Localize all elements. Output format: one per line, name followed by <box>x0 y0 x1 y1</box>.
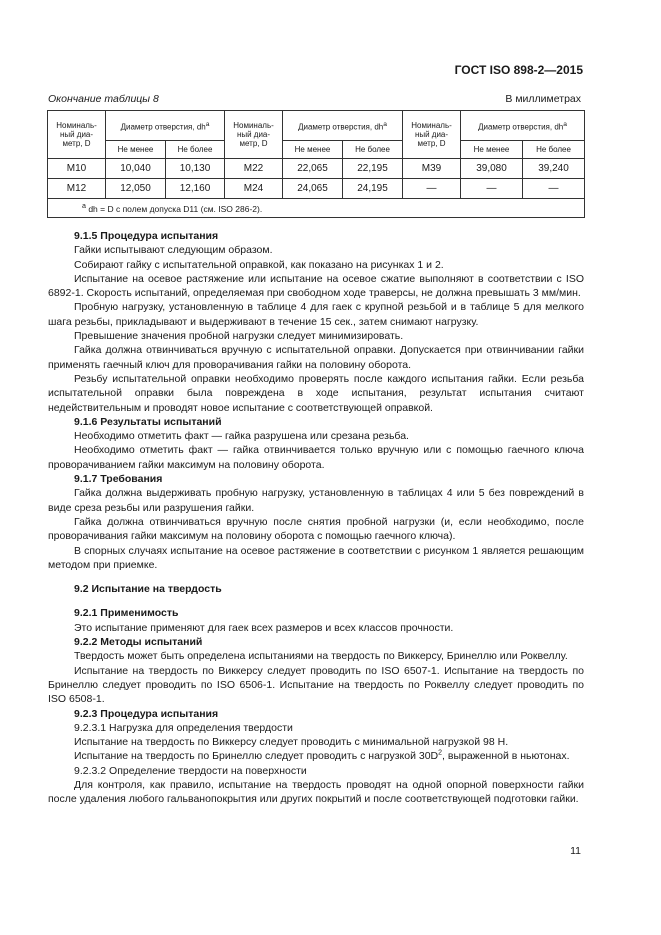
paragraph: Испытание на твердость по Виккерсу следует проводить с минимальной нагрузкой 98 Н. <box>74 736 509 749</box>
table-cell: M22 <box>225 159 283 179</box>
table-cell: 39,080 <box>461 159 523 179</box>
subsection-heading: 9.2.3.1 Нагрузка для определения твердости <box>74 721 293 734</box>
paragraph: Для контроля, как правило, испытание на твердость проводят на одной опорной поверхности гайки после удаления любого гальванопокрытия или других покрытий и после соответствующей подготовки гайки. <box>48 778 584 806</box>
table-row <box>48 159 585 179</box>
table-cell: — <box>461 179 523 199</box>
paragraph: Твердость может быть определена испытаниями на твердость по Виккерсу, Бринеллю или Роквеллу. <box>74 650 568 663</box>
table-cell: — <box>403 179 461 199</box>
paragraph: Резьбу испытательной оправки необходимо проверять после каждого испытания гайки. Если резьба испытательной оправки была повреждена в ходе испытания, результат испытания считают недействительным и проводят новое испытание с соответствующей оправкой. <box>48 372 584 414</box>
paragraph: Испытание на осевое растяжение или испытание на осевое сжатие выполняют в соответствии с ISO 6892-1. Скорость испытаний, определяемая при свободном ходе траверсы, не должна превышать 3 мм/мин. <box>48 272 584 300</box>
table-cell: 22,195 <box>343 159 403 179</box>
paragraph: Пробную нагрузку, установленную в таблице 4 для гаек с крупной резьбой и в таблице 5 для мелкого шага резьбы, прикладывают и выдерживают в течение 15 сек., затем снимают нагрузку. <box>48 301 584 328</box>
section-heading: 9.2.1 Применимость <box>74 607 179 620</box>
table-cell: 22,065 <box>283 159 343 179</box>
paragraph: Превышение значения пробной нагрузки следует минимизировать. <box>74 330 404 343</box>
table-caption: Окончание таблицы 8 <box>48 93 159 105</box>
header-diameter-2: Диаметр отверстия, $dh^a$ <box>283 111 403 141</box>
table-cell: M39 <box>403 159 461 179</box>
paragraph: Испытание на твердость по Бринеллю следует проводить с нагрузкой $30D^2$, выраженной в ньютонах. <box>74 749 570 763</box>
section-heading: 9.1.7 Требования <box>74 473 163 486</box>
paragraph: Испытание на твердость по Виккерсу следует проводить по ISO 6507-1. Испытание на твердость по Бринеллю следует проводить по ISO 6506-1. Испытание на твердость по Роквеллу следует проводить по ISO 6508-1. <box>48 664 584 706</box>
page-number: 11 <box>570 845 581 857</box>
table-cell: 10,130 <box>166 159 225 179</box>
body-text <box>48 229 584 807</box>
document-code: ГОСТ ISO 898-2—2015 <box>454 63 583 77</box>
table-cell: 24,065 <box>283 179 343 199</box>
header-diameter-1: Диаметр отверстия, $dh^a$ <box>106 111 225 141</box>
section-heading: 9.1.5 Процедура испытания <box>74 230 219 242</box>
subsection-heading: 9.2.3.2 Определение твердости на поверхности <box>74 764 307 777</box>
paragraph: Гайки испытывают следующим образом. <box>74 244 273 257</box>
header-nominal-2: Номиналь-ный диа-метр, D <box>225 111 283 159</box>
header-max: Не более <box>523 141 585 159</box>
header-nominal-1: Номиналь-ный диа-метр, D <box>48 111 106 159</box>
header-min: Не менее <box>461 141 523 159</box>
paragraph: Гайка должна отвинчиваться вручную с испытательной оправки. Допускается при отвинчивании гайки применять гаечный ключ для проворачивания гайки на половину оборота. <box>48 344 584 371</box>
exponent: 2 <box>438 749 443 757</box>
table-cell: — <box>523 179 585 199</box>
header-min: Не менее <box>106 141 166 159</box>
table-footnote: $^a$ dh = D с полем допуска D11 (см. ISO 286-2). <box>48 199 585 218</box>
header-diameter-3: Диаметр отверстия, $dh^a$ <box>461 111 585 141</box>
units-note: В миллиметрах <box>505 93 581 105</box>
header-nominal-3: Номиналь-ный диа-метр, D <box>403 111 461 159</box>
table-cell: 12,050 <box>106 179 166 199</box>
paragraph: Это испытание применяют для гаек всех размеров и всех классов прочности. <box>74 621 454 634</box>
table-cell: 39,240 <box>523 159 585 179</box>
paragraph: Гайка должна выдерживать пробную нагрузку, установленную в таблицах 4 или 5 без повреждений в виде среза резьбы или разрушения гайки. <box>48 487 584 514</box>
table-row <box>48 179 585 199</box>
header-max: Не более <box>166 141 225 159</box>
table-cell: 10,040 <box>106 159 166 179</box>
paragraph: Необходимо отметить факт — гайка отвинчивается только вручную или с помощью гаечного ключа проворачиванием гайки максимум на половину оборота. <box>48 444 584 471</box>
paragraph: Гайка должна отвинчиваться вручную после снятия пробной нагрузки (и, если необходимо, после проворачивания гайки максимум на половину оборота с помощью гаечного ключа). <box>48 515 584 543</box>
paragraph: Необходимо отметить факт — гайка разрушена или срезана резьба. <box>74 430 409 443</box>
section-heading: 9.1.6 Результаты испытаний <box>74 415 222 428</box>
table-cell: 24,195 <box>343 179 403 199</box>
section-heading: 9.2.2 Методы испытаний <box>74 636 203 649</box>
paragraph: В спорных случаях испытание на осевое растяжение в соответствии с рисунком 1 является решающим методом при приемке. <box>48 544 584 571</box>
table-cell: 12,160 <box>166 179 225 199</box>
table-cell: M10 <box>48 159 106 179</box>
section-heading: 9.2.3 Процедура испытания <box>74 707 219 720</box>
header-max: Не более <box>343 141 403 159</box>
section-heading: 9.2 Испытание на твердость <box>74 583 222 596</box>
dimensions-table <box>47 110 585 218</box>
paragraph: Собирают гайку с испытательной оправкой, как показано на рисунках 1 и 2. <box>74 258 444 271</box>
table-cell: M12 <box>48 179 106 199</box>
table-cell: M24 <box>225 179 283 199</box>
header-min: Не менее <box>283 141 343 159</box>
